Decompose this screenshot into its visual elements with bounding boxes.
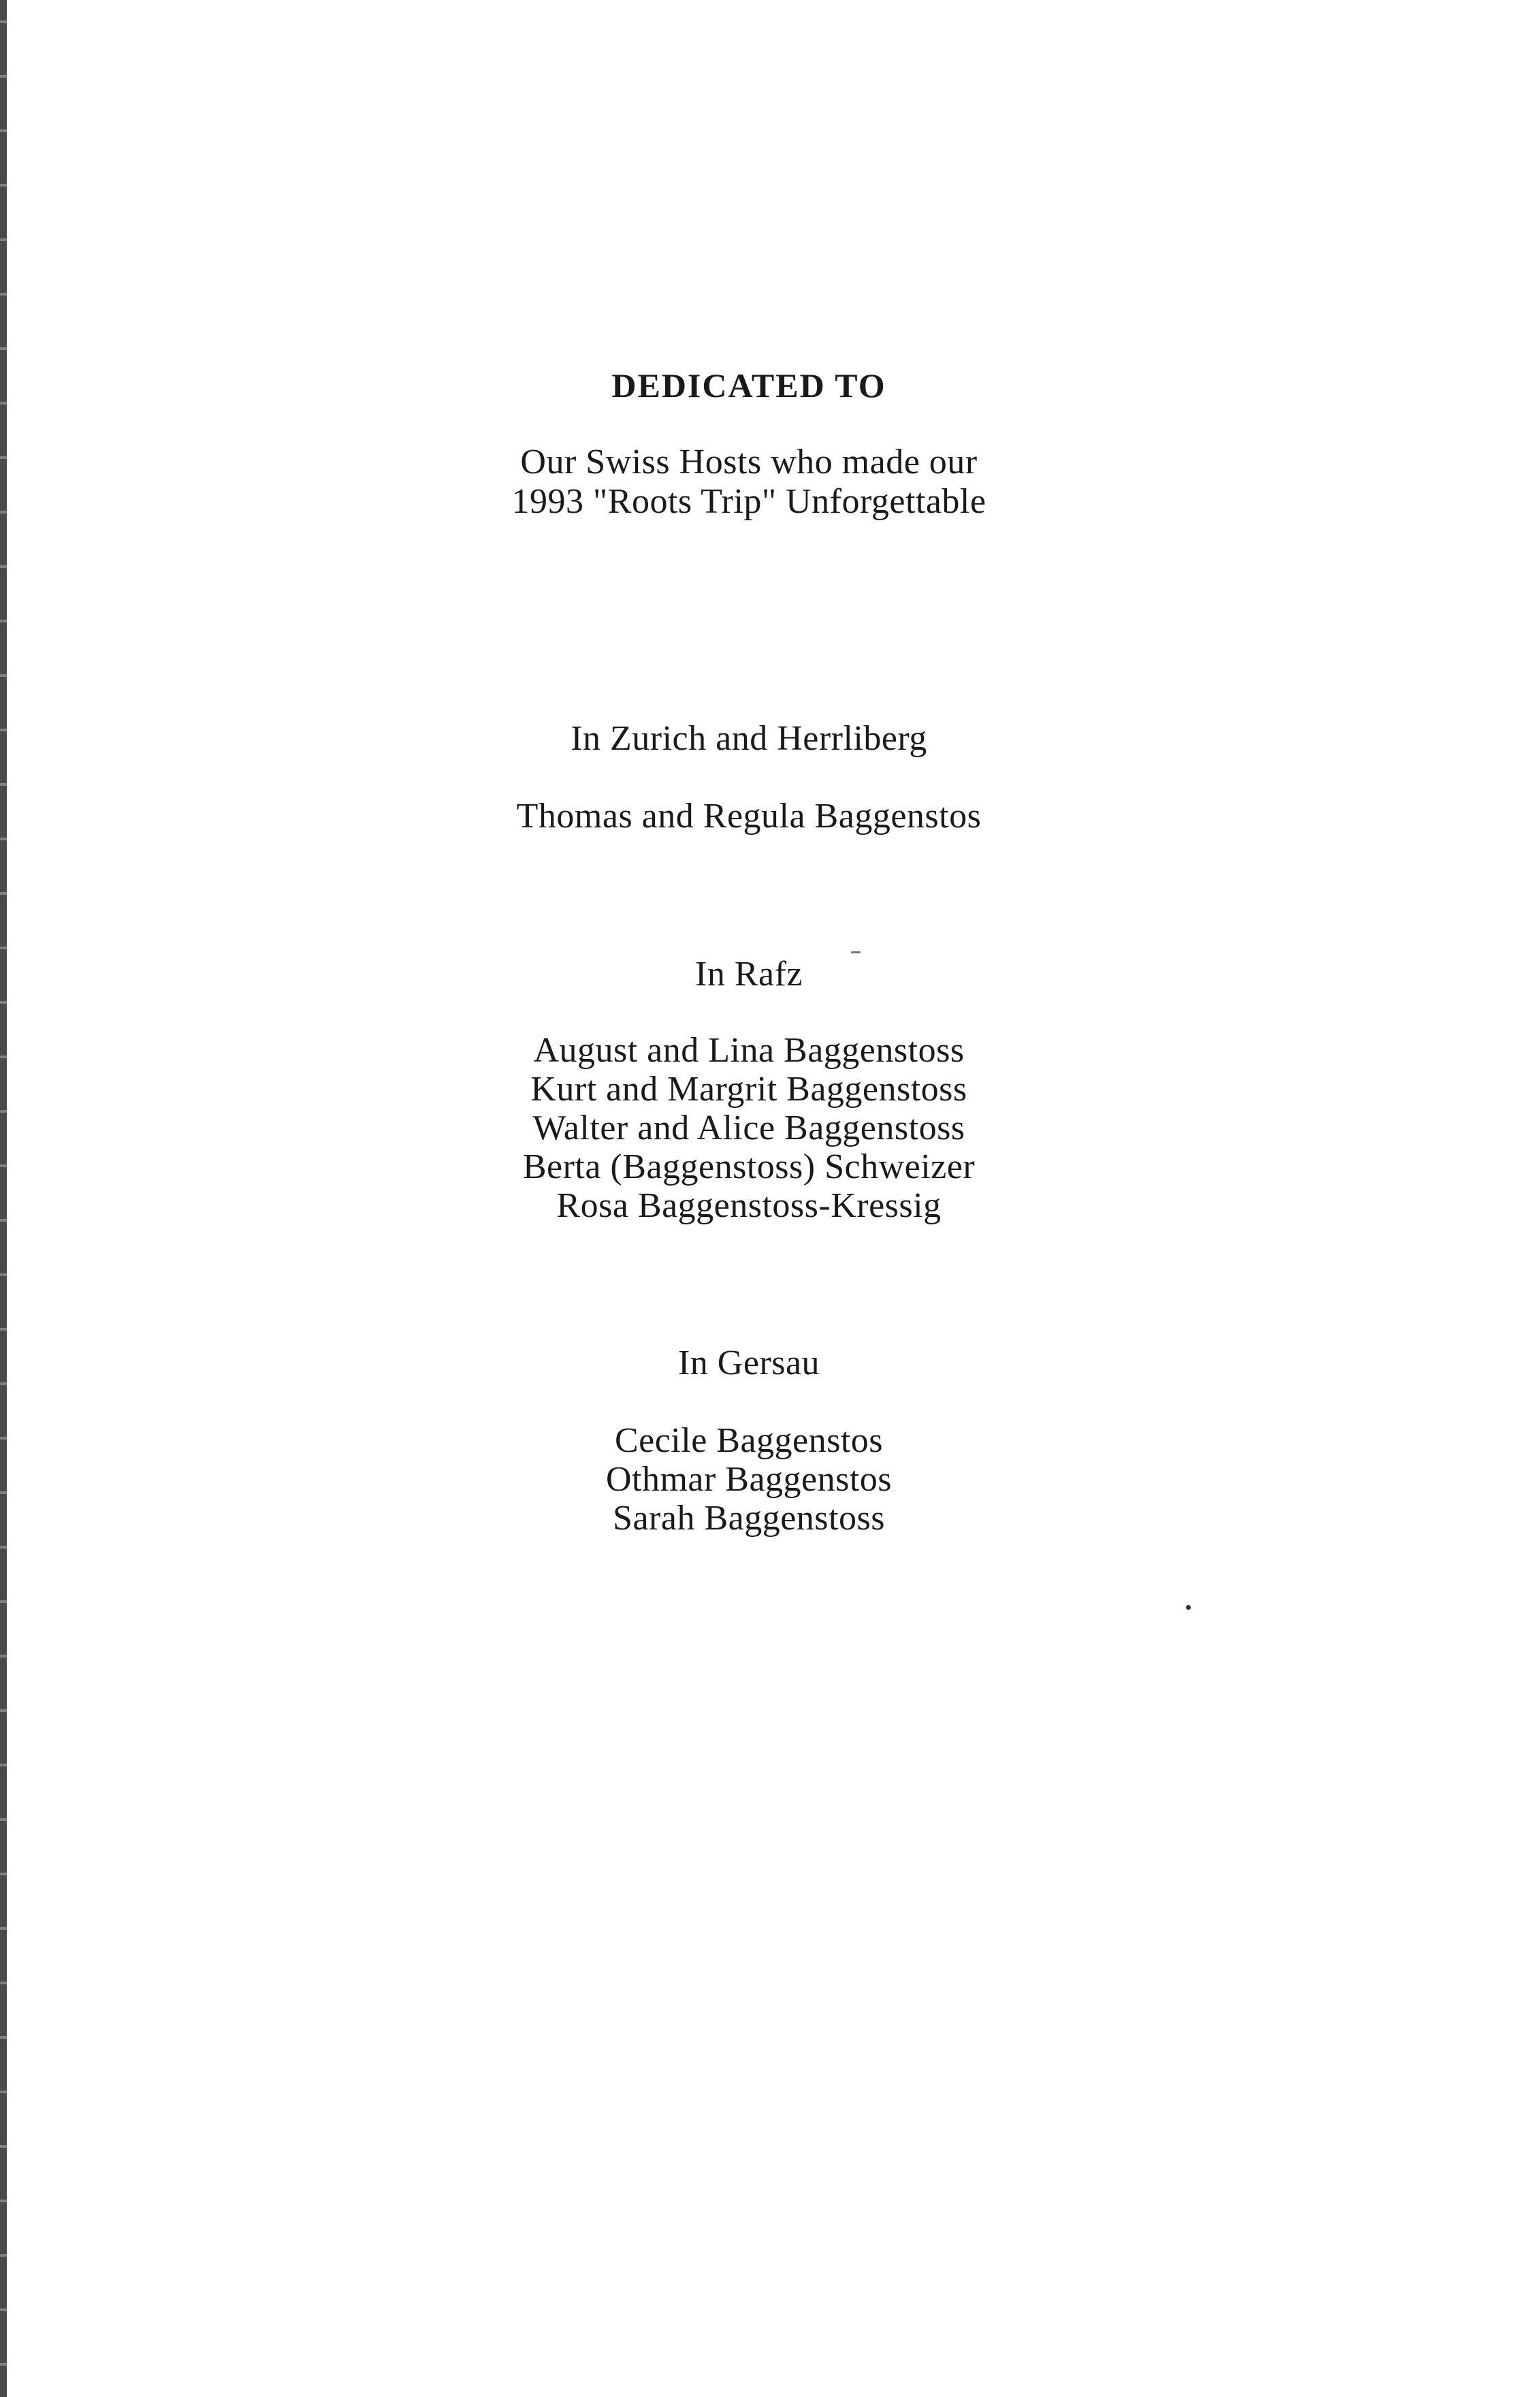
host-name: August and Lina Baggenstoss bbox=[533, 1031, 965, 1070]
intro-line: 1993 "Roots Trip" Unforgettable bbox=[511, 482, 986, 521]
host-name: Walter and Alice Baggenstoss bbox=[532, 1109, 965, 1147]
host-name: Cecile Baggenstos bbox=[614, 1421, 884, 1460]
scan-speck bbox=[851, 951, 861, 953]
section-location-rafz: In Rafz bbox=[695, 955, 803, 994]
intro-line: Our Swiss Hosts who made our bbox=[520, 443, 978, 481]
host-name: Rosa Baggenstoss-Kressig bbox=[556, 1186, 942, 1225]
host-name: Berta (Baggenstoss) Schweizer bbox=[522, 1147, 976, 1186]
host-name: Othmar Baggenstos bbox=[605, 1460, 893, 1499]
section-location-zurich: In Zurich and Herrliberg bbox=[571, 719, 927, 758]
host-name: Thomas and Regula Baggenstos bbox=[516, 797, 982, 836]
section-location-gersau: In Gersau bbox=[677, 1344, 820, 1382]
scan-speck bbox=[1186, 1605, 1191, 1610]
dedication-heading: DEDICATED TO bbox=[611, 366, 886, 404]
host-name: Sarah Baggenstoss bbox=[613, 1499, 885, 1538]
host-name: Kurt and Margrit Baggenstoss bbox=[530, 1070, 967, 1109]
